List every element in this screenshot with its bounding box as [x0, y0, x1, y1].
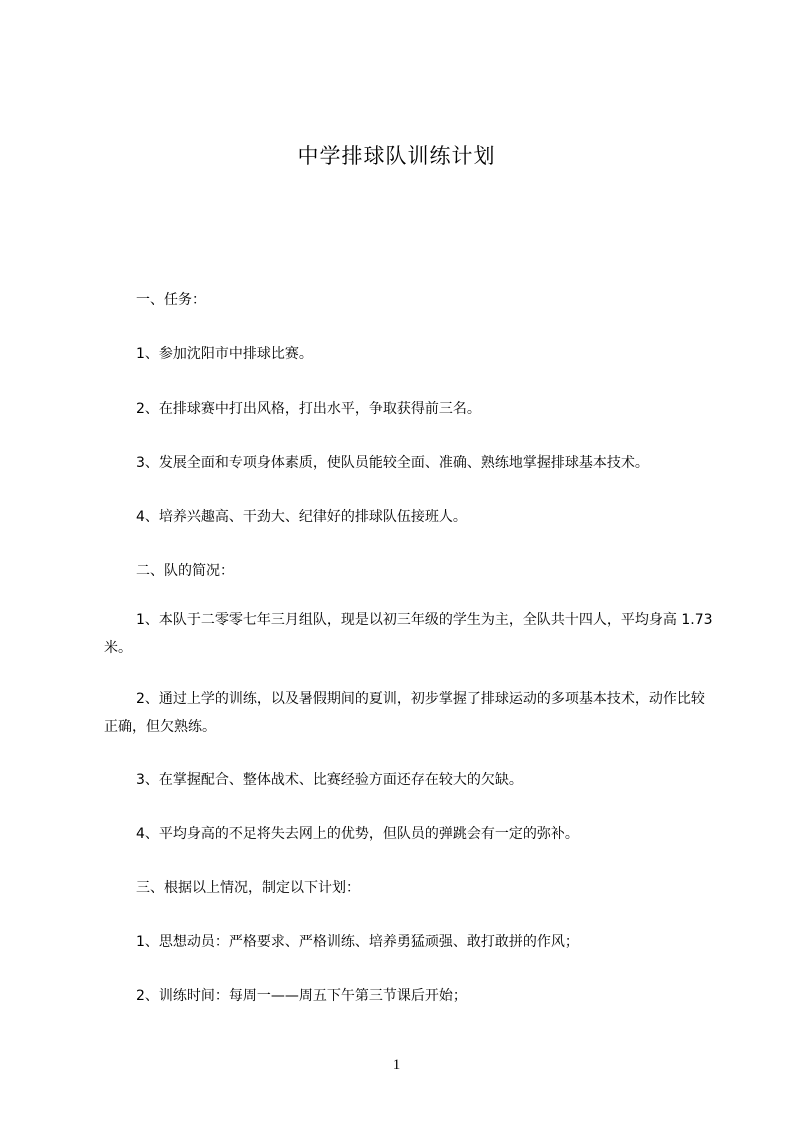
page-number: 1 — [392, 1057, 401, 1073]
section-heading-tasks: 一、任务： — [136, 292, 206, 308]
paragraph: 2、训练时间：每周一——周五下午第三节课后开始； — [136, 988, 467, 1004]
paragraph: 2、通过上学的训练，以及暑假期间的夏训，初步掌握了排球运动的多项基本技术，动作比较正确，但欠熟练。 — [104, 691, 705, 735]
section-heading-plan: 三、根据以上情况，制定以下计划： — [136, 880, 360, 896]
paragraph: 2、在排球赛中打出风格，打出水平，争取获得前三名。 — [136, 401, 481, 417]
paragraph: 1、本队于二零零七年三月组队，现是以初三年级的学生为主，全队共十四人，平均身高 1.73 米。 — [104, 612, 713, 656]
paragraph: 1、思想动员：严格要求、严格训练、培养勇猛顽强、敢打敢拼的作风； — [136, 934, 579, 950]
paragraph: 4、平均身高的不足将失去网上的优势，但队员的弹跳会有一定的弥补。 — [136, 826, 579, 842]
paragraph: 3、在掌握配合、整体战术、比赛经验方面还存在较大的欠缺。 — [136, 772, 523, 788]
paragraph: 3、发展全面和专项身体素质，使队员能较全面、准确、熟练地掌握排球基本技术。 — [136, 455, 649, 471]
section-heading-team-overview: 二、队的简况： — [136, 563, 234, 579]
paragraph: 1、参加沈阳市中排球比赛。 — [136, 346, 313, 362]
paragraph: 4、培养兴趣高、干劲大、纪律好的排球队伍接班人。 — [136, 509, 467, 525]
document-title: 中学排球队训练计划 — [297, 144, 496, 168]
